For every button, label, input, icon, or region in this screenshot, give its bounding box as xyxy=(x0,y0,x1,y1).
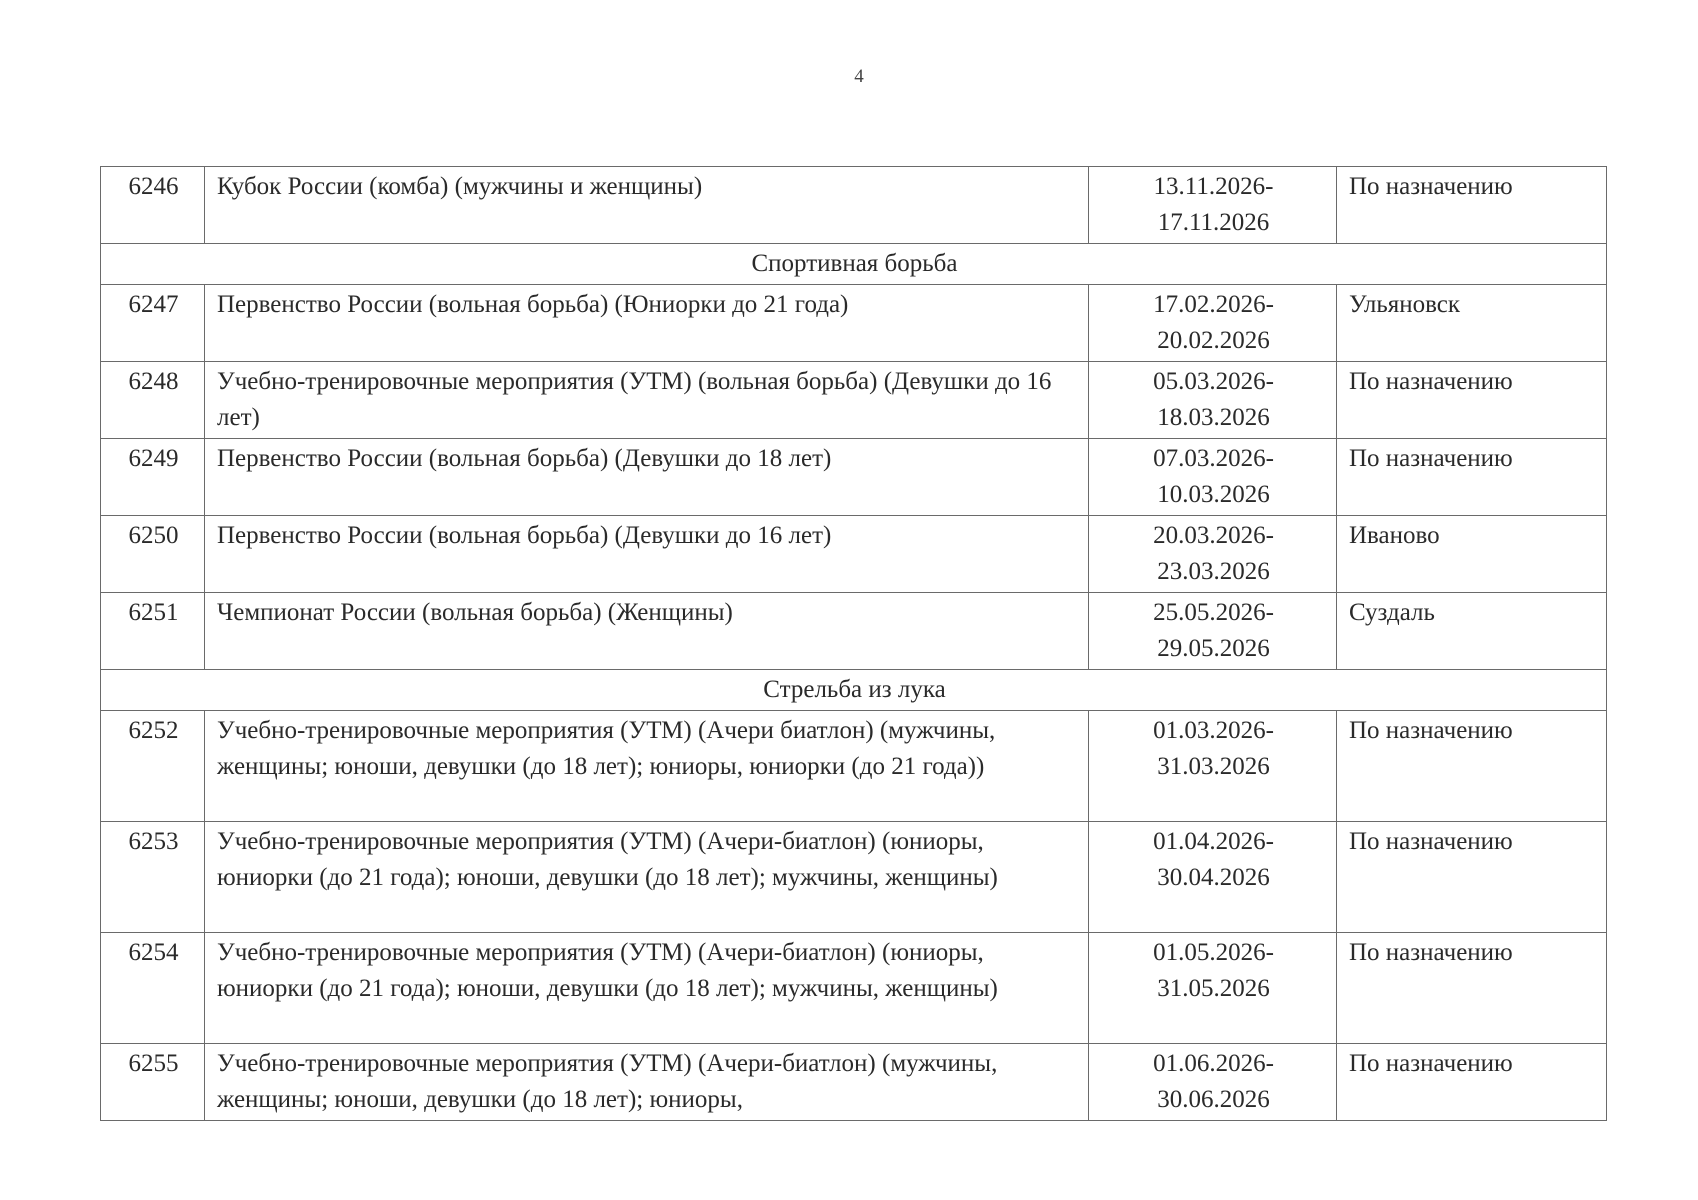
event-name: Первенство России (вольная борьба) (Девушки до 18 лет) xyxy=(205,439,1089,516)
table-row xyxy=(101,285,1607,362)
event-place: Суздаль xyxy=(1337,593,1607,670)
page-number: 4 xyxy=(854,66,864,87)
event-place: По назначению xyxy=(1337,711,1607,822)
event-dates: 01.05.2026-31.05.2026 xyxy=(1089,933,1337,1044)
events-table-body xyxy=(101,167,1607,1121)
event-place: Ульяновск xyxy=(1337,285,1607,362)
event-number: 6248 xyxy=(101,362,205,439)
section-header-row xyxy=(101,670,1607,711)
event-name: Чемпионат России (вольная борьба) (Женщины) xyxy=(205,593,1089,670)
event-number: 6255 xyxy=(101,1044,205,1121)
event-number: 6253 xyxy=(101,822,205,933)
event-number: 6252 xyxy=(101,711,205,822)
table-row xyxy=(101,822,1607,933)
event-dates: 05.03.2026-18.03.2026 xyxy=(1089,362,1337,439)
table-row xyxy=(101,516,1607,593)
table-row xyxy=(101,439,1607,516)
table-row xyxy=(101,711,1607,822)
event-place: По назначению xyxy=(1337,933,1607,1044)
event-dates: 01.03.2026-31.03.2026 xyxy=(1089,711,1337,822)
table-row xyxy=(101,1044,1607,1121)
event-dates: 25.05.2026-29.05.2026 xyxy=(1089,593,1337,670)
event-place: По назначению xyxy=(1337,439,1607,516)
events-table xyxy=(100,166,1607,1121)
event-number: 6249 xyxy=(101,439,205,516)
event-place: По назначению xyxy=(1337,1044,1607,1121)
event-dates: 01.04.2026-30.04.2026 xyxy=(1089,822,1337,933)
event-name: Кубок России (комба) (мужчины и женщины) xyxy=(205,167,1089,244)
event-number: 6246 xyxy=(101,167,205,244)
table-row xyxy=(101,933,1607,1044)
section-title: Спортивная борьба xyxy=(101,244,1607,285)
event-number: 6250 xyxy=(101,516,205,593)
table-row xyxy=(101,593,1607,670)
event-number: 6251 xyxy=(101,593,205,670)
event-place: По назначению xyxy=(1337,362,1607,439)
event-name: Учебно-тренировочные мероприятия (УТМ) (вольная борьба) (Девушки до 16 лет) xyxy=(205,362,1089,439)
event-name: Первенство России (вольная борьба) (Девушки до 16 лет) xyxy=(205,516,1089,593)
section-header-row xyxy=(101,244,1607,285)
event-place: По назначению xyxy=(1337,822,1607,933)
event-number: 6254 xyxy=(101,933,205,1044)
event-name: Учебно-тренировочные мероприятия (УТМ) (Ачери-биатлон) (мужчины, женщины; юноши, девушки (до 18 лет); юниоры, xyxy=(205,1044,1089,1121)
table-row xyxy=(101,362,1607,439)
event-dates: 01.06.2026-30.06.2026 xyxy=(1089,1044,1337,1121)
event-place: По назначению xyxy=(1337,167,1607,244)
section-title: Стрельба из лука xyxy=(101,670,1607,711)
event-name: Первенство России (вольная борьба) (Юниорки до 21 года) xyxy=(205,285,1089,362)
event-place: Иваново xyxy=(1337,516,1607,593)
table-row xyxy=(101,167,1607,244)
event-name: Учебно-тренировочные мероприятия (УТМ) (Ачери биатлон) (мужчины, женщины; юноши, девушки (до 18 лет); юниоры, юниорки (до 21 года)) xyxy=(205,711,1089,822)
event-dates: 20.03.2026-23.03.2026 xyxy=(1089,516,1337,593)
event-name: Учебно-тренировочные мероприятия (УТМ) (Ачери-биатлон) (юниоры, юниорки (до 21 года); юноши, девушки (до 18 лет); мужчины, женщины) xyxy=(205,933,1089,1044)
event-name: Учебно-тренировочные мероприятия (УТМ) (Ачери-биатлон) (юниоры, юниорки (до 21 года); юноши, девушки (до 18 лет); мужчины, женщины) xyxy=(205,822,1089,933)
event-dates: 17.02.2026-20.02.2026 xyxy=(1089,285,1337,362)
event-number: 6247 xyxy=(101,285,205,362)
event-dates: 13.11.2026-17.11.2026 xyxy=(1089,167,1337,244)
event-dates: 07.03.2026-10.03.2026 xyxy=(1089,439,1337,516)
